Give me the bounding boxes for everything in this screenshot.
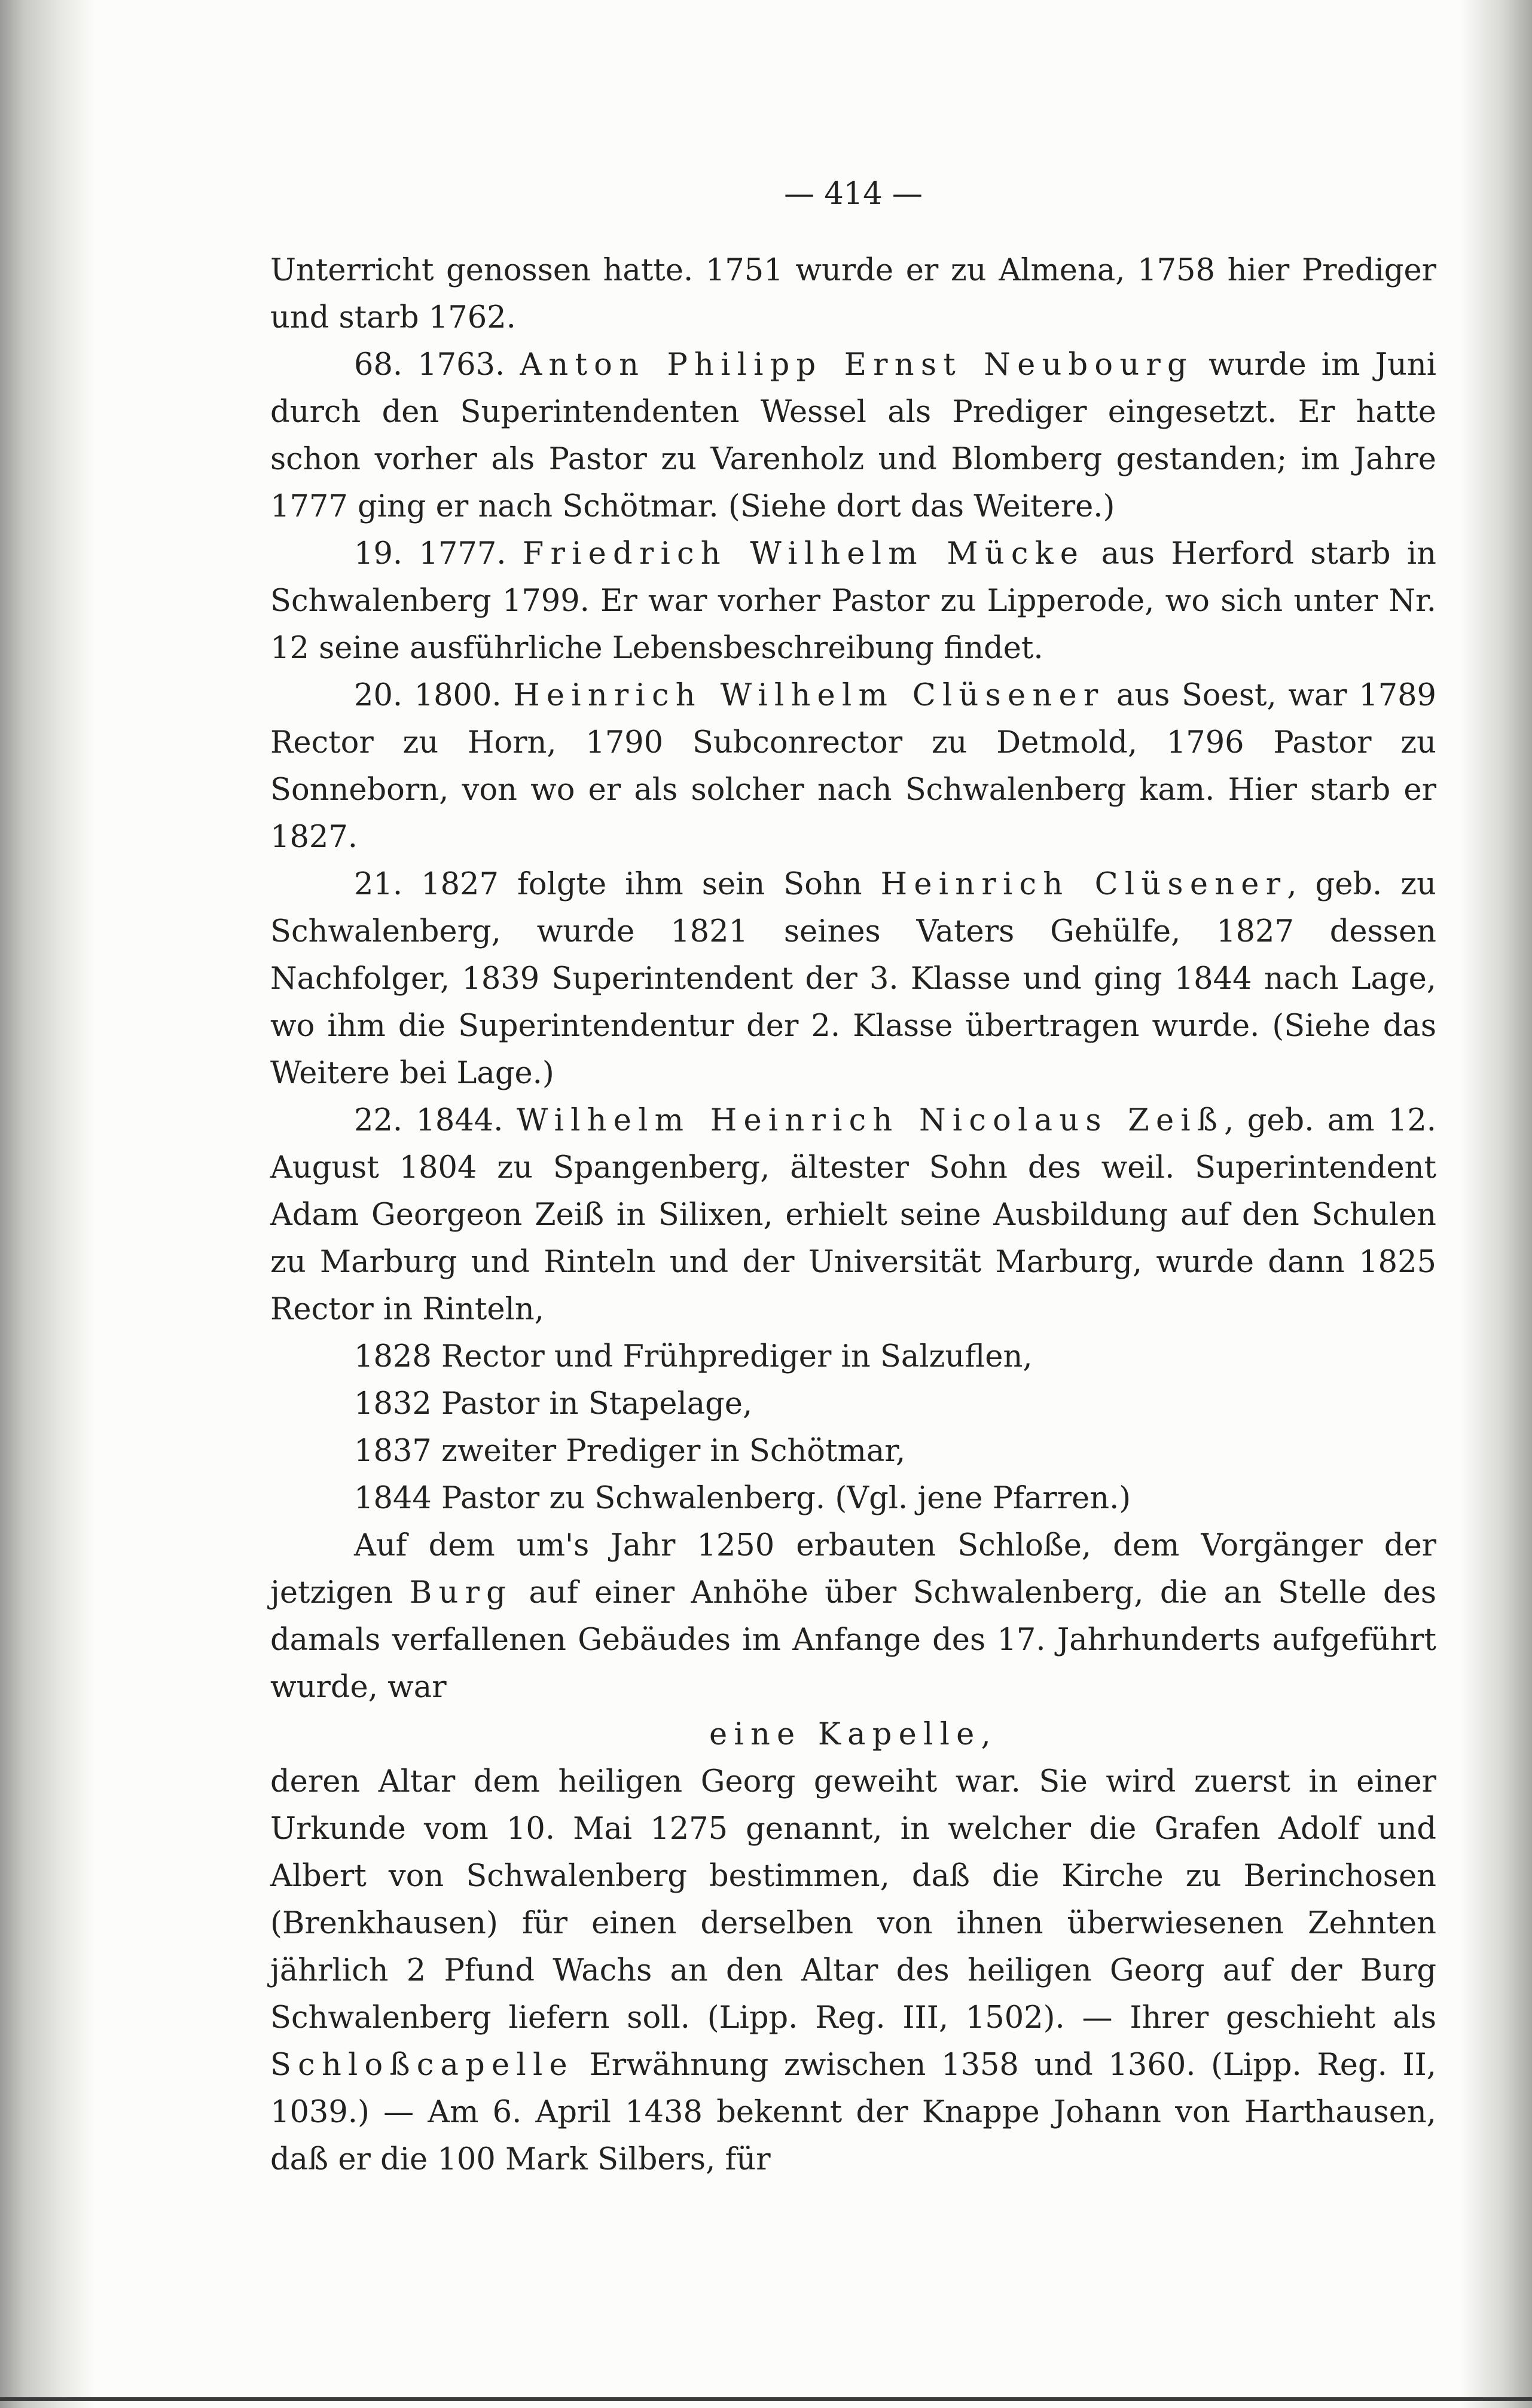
entry-text: , geb. zu Schwalenberg, wurde 1821 seines Vaters Gehülfe, 1827 dessen Nachfolger, 1839 Superintendent der 3. Klasse und ging 1844 nach Lage, wo ihm die Superintendentur der 2. Klasse übertragen wurde. (Siehe das Weitere bei Lage.) (270, 867, 1436, 1091)
emphasized-word: Schloßcapelle (270, 2048, 574, 2083)
entry-number: 22. 1844. (354, 1103, 503, 1138)
paragraph-entry-22 (270, 1097, 1436, 1333)
entry-text: , geb. am 12. August 1804 zu Spangenberg, ältester Sohn des weil. Superintendent Adam Georgeon Zeiß in Silixen, erhielt seine Ausbildung auf den Schulen zu Marburg und Rinteln und der Universität Marburg, wurde dann 1825 Rector in Rinteln, (270, 1103, 1436, 1327)
entry-text: aus Soest, war 1789 Rector zu Horn, 1790 Subconrector zu Detmold, 1796 Pastor zu Sonneborn, von wo er als solcher nach Schwalenberg kam. Hier starb er 1827. (270, 678, 1437, 855)
person-name: Anton Philipp Ernst Neubourg (520, 347, 1194, 383)
entry-number: 68. 1763. (354, 347, 505, 383)
paragraph-burg: Auf dem um's Jahr 1250 erbauten Schloße, dem Vorgänger der jetzigen Burg auf einer Anhöhe über Schwalenberg, die an Stelle des damals verfallenen Gebäudes im Anfange des 17. Jahrhunderts aufgeführt wurde, war (270, 1528, 1437, 1705)
paragraph-entry-19 (270, 530, 1436, 672)
career-line: 1828 Rector und Frühprediger in Salzuflen, (354, 1339, 1033, 1374)
page-text (270, 170, 1436, 2183)
section-heading: eine Kapelle, (709, 1717, 997, 1752)
paragraph-entry-68 (270, 341, 1436, 530)
entry-number: 19. 1777. (354, 536, 506, 572)
career-line: 1832 Pastor in Stapelage, (354, 1386, 753, 1422)
career-line: 1844 Pastor zu Schwalenberg. (Vgl. jene Pfarren.) (354, 1481, 1131, 1516)
page-right-edge-shadow (1460, 0, 1532, 2408)
person-name: Heinrich Wilhelm Clüsener (513, 678, 1105, 713)
paragraph-1: Unterricht genossen hatte. 1751 wurde er zu Almena, 1758 hier Prediger und starb 1762. (270, 253, 1436, 335)
paragraph-entry-20 (270, 672, 1436, 861)
person-name: Wilhelm Heinrich Nicolaus Zeiß (516, 1103, 1225, 1138)
emphasized-word: Burg (409, 1575, 513, 1611)
entry-text: wurde im Juni durch den Superintendenten Wessel als Prediger eingesetzt. Er hatte schon vorher als Pastor zu Varenholz und Blomberg gestanden; im Jahre 1777 ging er nach Schötmar. (Siehe dort das Weitere.) (270, 347, 1437, 524)
career-line: 1837 zweiter Prediger in Schötmar, (354, 1434, 906, 1469)
entry-number: 20. 1800. (354, 678, 502, 713)
entry-text: 21. 1827 folgte ihm sein Sohn (354, 867, 862, 902)
paragraph-entry-21 (270, 861, 1436, 1097)
page-number: — 414 — (784, 176, 923, 212)
page-bottom-edge (0, 2397, 1532, 2401)
person-name: Heinrich Clüsener (880, 867, 1287, 902)
entry-text: aus Herford starb in Schwalenberg 1799. Er war vorher Pastor zu Lipperode, wo sich unter Nr. 12 seine ausführliche Lebensbeschreibung findet. (270, 536, 1437, 666)
paragraph-kapelle: deren Altar dem heiligen Georg geweiht war. Sie wird zuerst in einer Urkunde vom 10. Mai 1275 genannt, in welcher die Grafen Adolf und Albert von Schwalenberg bestimmen, daß die Kirche zu Berinchosen (Brenkhausen) für einen derselben von ihnen überwiesenen Zehnten jährlich 2 Pfund Wachs an den Altar des heiligen Georg auf der Burg Schwalenberg liefern soll. (Lipp. Reg. III, 1502). — Ihrer geschieht als Schloßcapelle Erwähnung zwischen 1358 und 1360. (Lipp. Reg. II, 1039.) — Am 6. April 1438 bekennt der Knappe Johann von Harthausen, daß er die 100 Mark Silbers, für (270, 1764, 1437, 2177)
page-left-edge-shadow (0, 0, 96, 2408)
person-name: Friedrich Wilhelm Mücke (522, 536, 1085, 572)
